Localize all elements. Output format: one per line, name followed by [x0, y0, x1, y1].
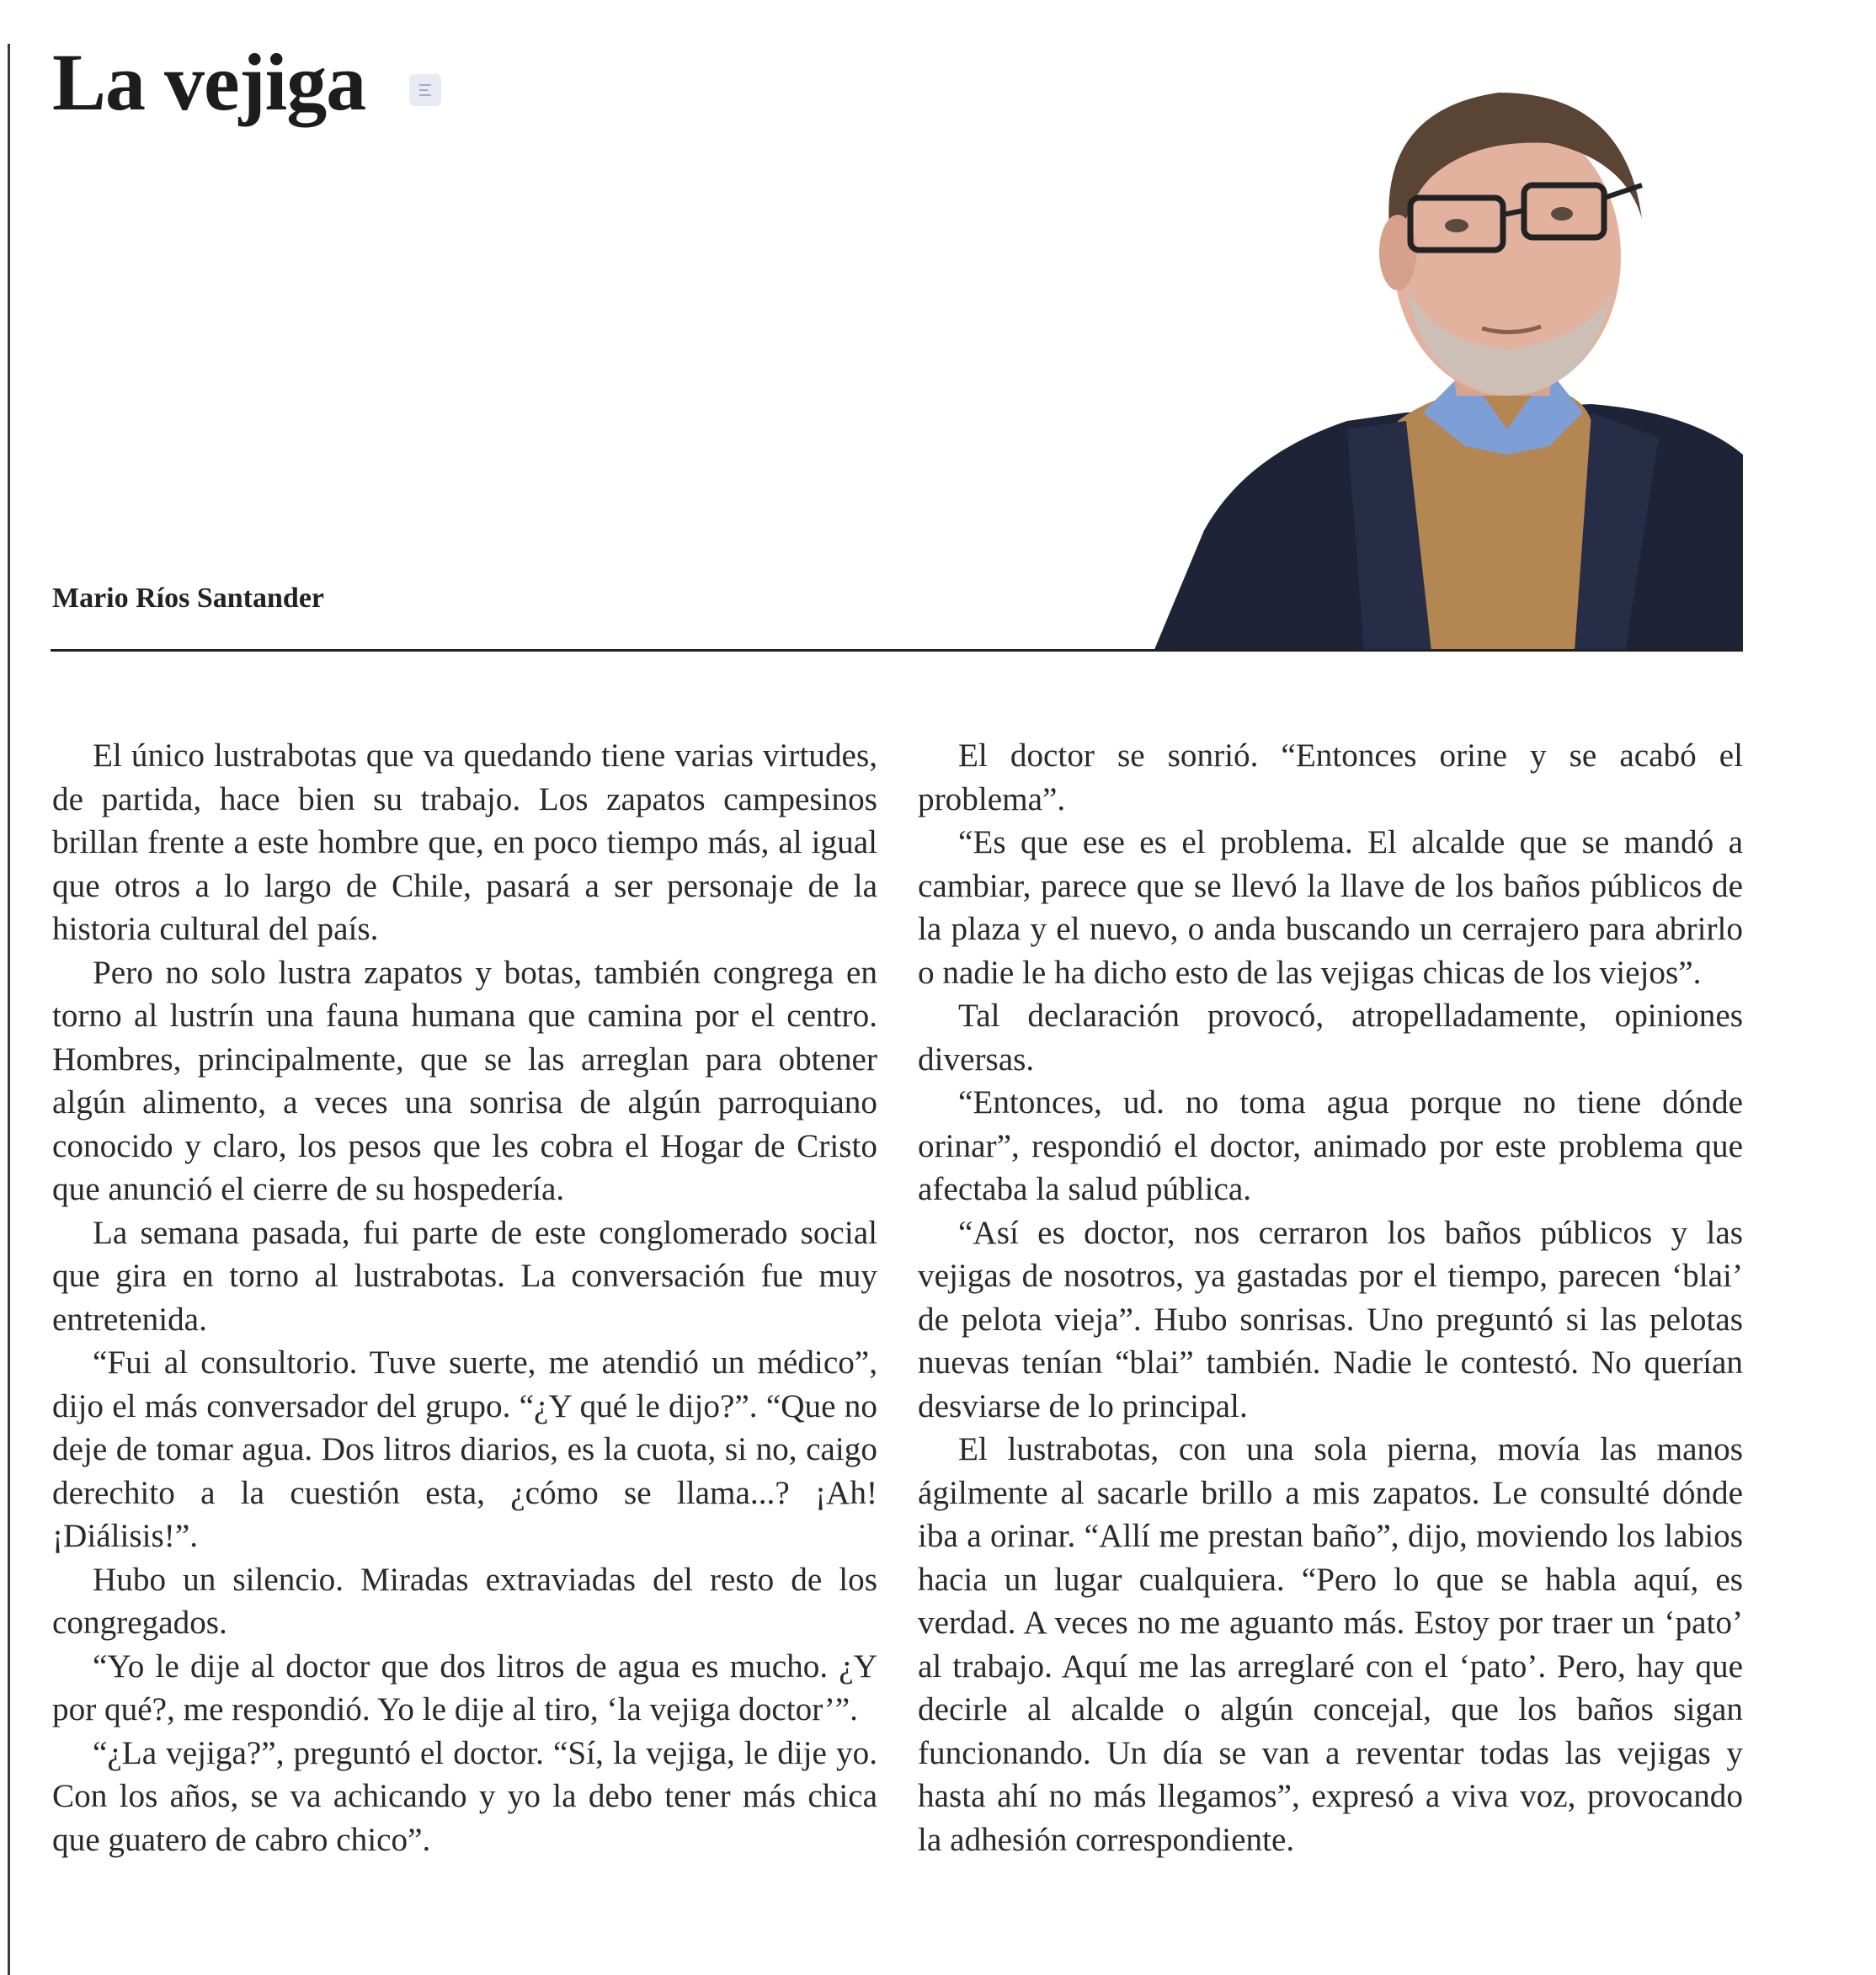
paragraph: La semana pasada, fui parte de este conglomerado social que gira en torno al lustrabotas. La conversación fue muy entretenida.: [52, 1214, 877, 1338]
paragraph: “Así es doctor, nos cerraron los baños públicos y las vejigas de nosotros, ya gastadas por el tiempo, parecen ‘blai’ de pelota vieja”. Hubo sonrisas. Uno preguntó si las pelotas nuevas tenían “blai” también. Nadie le contestó. No querían desviarse de lo principal.: [918, 1214, 1743, 1424]
paragraph: El doctor se sonrió. “Entonces orine y se acabó el problema”.: [918, 737, 1743, 817]
page-left-rule: [8, 44, 10, 1975]
author-byline: Mario Ríos Santander: [52, 583, 324, 614]
article-title: La vejiga: [52, 37, 366, 127]
paragraph: El lustrabotas, con una sola pierna, movía las manos ágilmente al sacarle brillo a mis zapatos. Le consulté dónde iba a orinar. “Allí me prestan baño”, dijo, moviendo los labios hacia un lugar cualquiera. “Pero lo que se habla aquí, es verdad. A veces no me aguanto más. Estoy por traer un ‘pato’ al trabajo. Aquí me las arreglaré con el ‘pato’. Pero, hay que decirle al alcalde o algún concejal, que los baños sigan funcionando. Un día se van a reventar todas las vejigas y hasta ahí no más llegamos”, expresó a viva voz, provocando la adhesión correspondiente.: [918, 1431, 1743, 1858]
author-portrait: [1154, 59, 1743, 652]
paragraph: “Yo le dije al doctor que dos litros de agua es mucho. ¿Y por qué?, me respondió. Yo le dije al tiro, ‘la vejiga doctor’”.: [52, 1648, 877, 1727]
paragraph: “Es que ese es el problema. El alcalde que se mandó a cambiar, parece que se llevó la llave de los baños públicos de la plaza y el nuevo, o anda buscando un cerrajero para abrirlo o nadie le ha dicho esto de las vejigas chicas de los viejos”.: [918, 824, 1743, 991]
paragraph: El único lustrabotas que va quedando tiene varias virtudes, de partida, hace bien su trabajo. Los zapatos campesinos brillan frente a este hombre que, en poco tiempo más, al igual que otros a lo largo de Chile, pasará a ser personaje de la historia cultural del país.: [52, 737, 877, 947]
note-icon[interactable]: [409, 74, 441, 106]
paragraph: “Entonces, ud. no toma agua porque no tiene dónde orinar”, respondió el doctor, animado por este problema que afectaba la salud pública.: [918, 1084, 1743, 1207]
header-divider: [51, 649, 1743, 652]
article-column-right: [918, 734, 1743, 1861]
paragraph: “¿La vejiga?”, preguntó el doctor. “Sí, la vejiga, le dije yo. Con los años, se va achicando y yo la debo tener más chica que guatero de cabro chico”.: [52, 1734, 877, 1858]
article-column-left: [52, 734, 877, 1861]
paragraph: Hubo un silencio. Miradas extraviadas del resto de los congregados.: [52, 1561, 877, 1641]
paragraph: Tal declaración provocó, atropelladamente, opiniones diversas.: [918, 998, 1743, 1078]
paragraph: Pero no solo lustra zapatos y botas, también congrega en torno al lustrín una fauna humana que camina por el centro. Hombres, principalmente, que se las arreglan para obtener algún alimento, a veces una sonrisa de algún parroquiano conocido y claro, los pesos que les cobra el Hogar de Cristo que anunció el cierre de su hospedería.: [52, 954, 877, 1207]
paragraph: “Fui al consultorio. Tuve suerte, me atendió un médico”, dijo el más conversador del grupo. “¿Y qué le dijo?”. “Que no deje de tomar agua. Dos litros diarios, es la cuota, si no, caigo derechito a la cuestión esta, ¿cómo se llama...? ¡Ah! ¡Diálisis!”.: [52, 1344, 877, 1554]
